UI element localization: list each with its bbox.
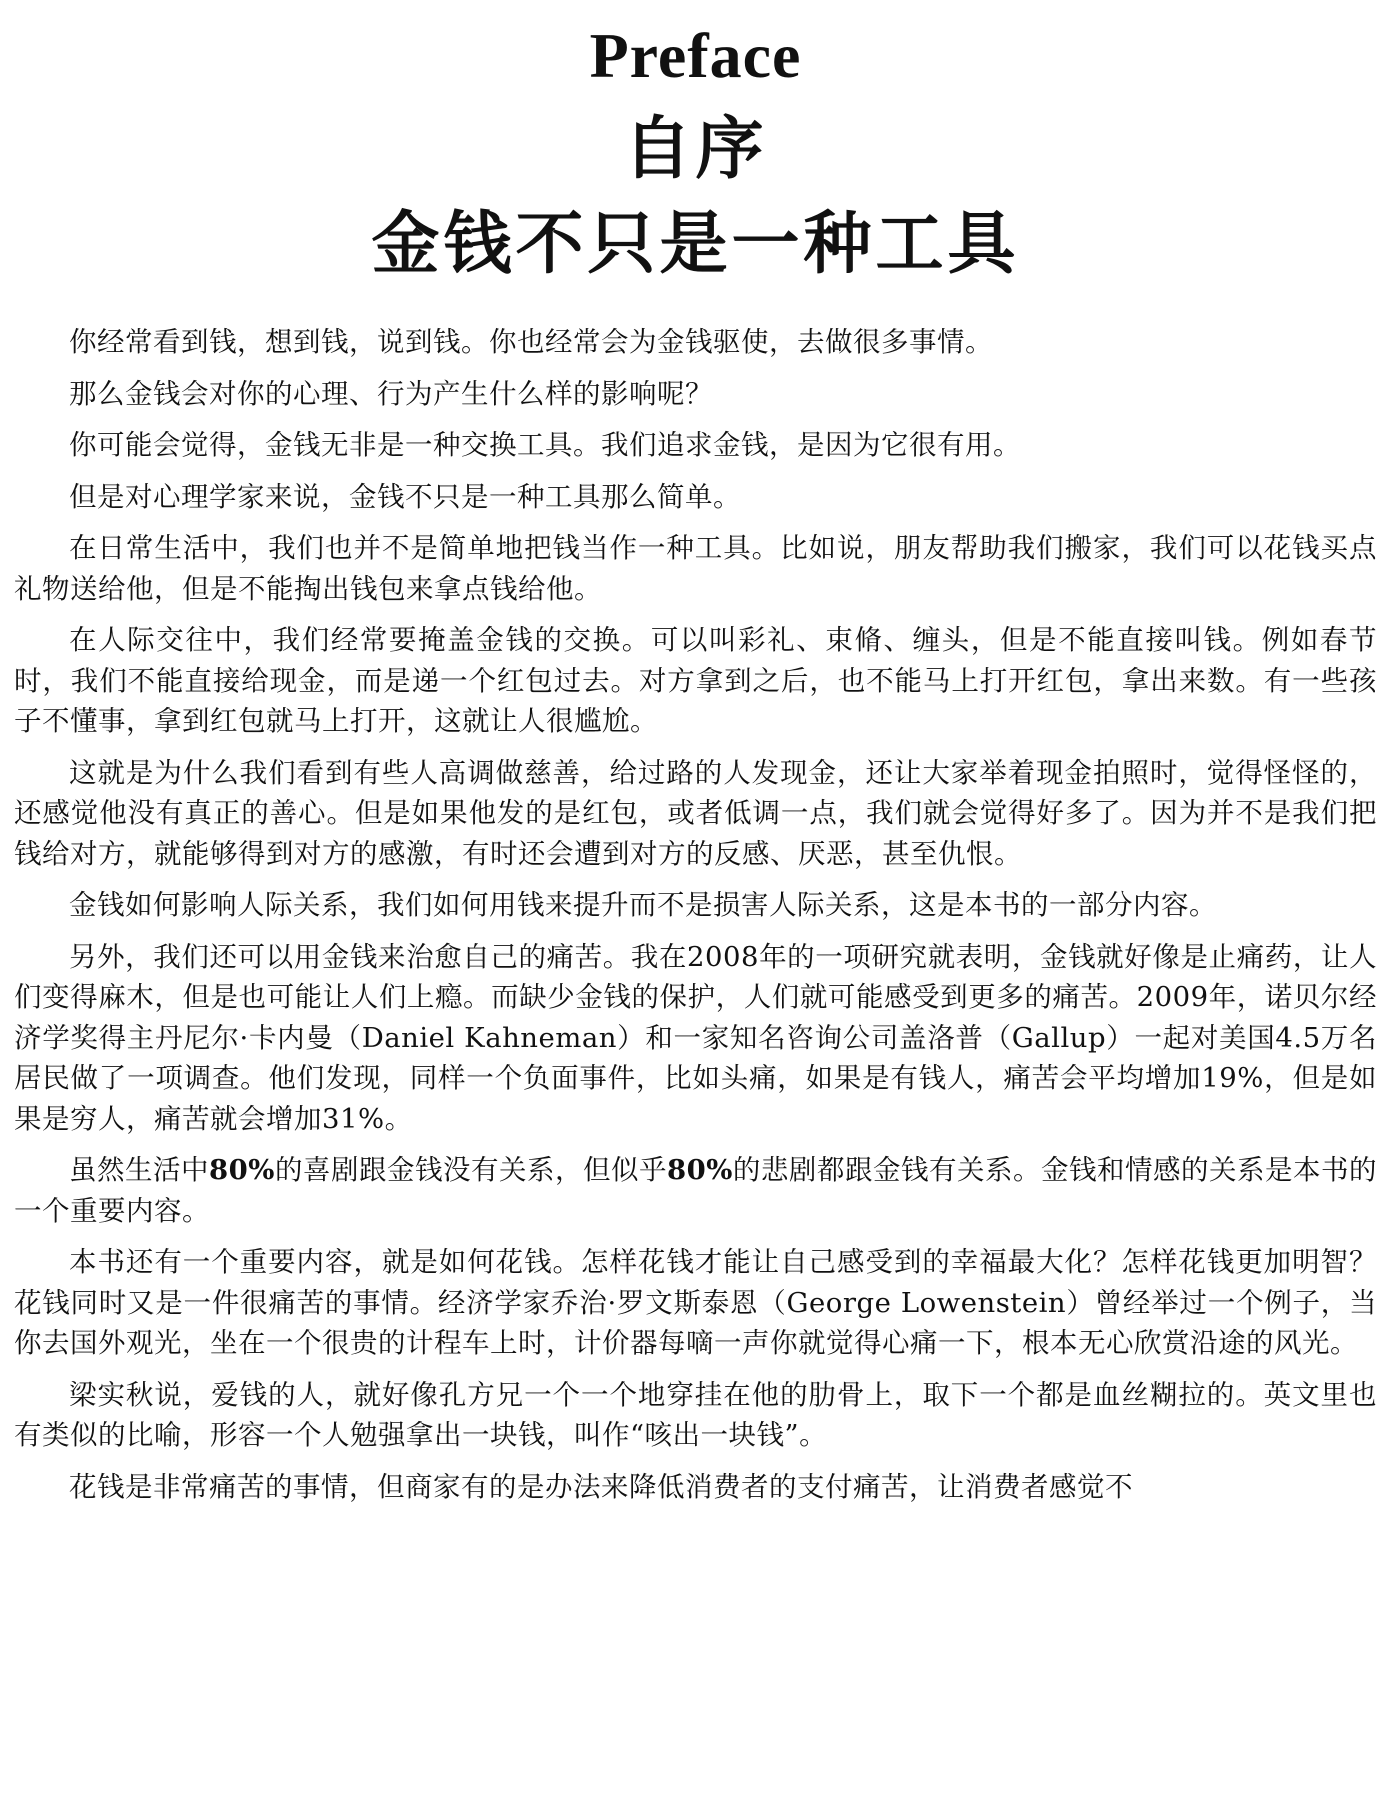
title-english: Preface <box>589 20 802 91</box>
paragraph-text: 但是对心理学家来说，金钱不只是一种工具那么简单。 <box>69 480 741 513</box>
paragraph-text: 的喜剧跟金钱没有关系，但似乎 <box>274 1154 668 1186</box>
paragraph-text: 这就是为什么我们看到有些人高调做慈善，给过路的人发现金，还让大家举着现金拍照时，觉得怪怪的，还感觉他没有真正的善心。但是如果他发的是红包，或者低调一点，我们就会觉得好多了。因为并不是我们把钱给对方，就能够得到对方的感激，有时还会遭到对方的反感、厌恶，甚至仇恨。 <box>14 756 1377 870</box>
paragraph-text: 的悲剧都跟金钱有关系。金钱和情感的关系是本书的一个重要内容。 <box>14 1154 1378 1227</box>
paragraph <box>14 1467 1377 1508</box>
paragraph-text: 本书还有一个重要内容，就是如何花钱。怎样花钱才能让自己感受到的幸福最大化？怎样花钱更加明智？花钱同时又是一件很痛苦的事情。经济学家乔治·罗文斯泰恩（George Lowenstein）曾经举过一个例子，当你去国外观光，坐在一个很贵的计程车上时，计价器每嘀一声你就觉得心痛一下，根本无心欣赏沿途的风光。 <box>14 1246 1377 1359</box>
paragraph <box>14 937 1377 1140</box>
paragraph-text: 花钱是非常痛苦的事情，但商家有的是办法来降低消费者的支付痛苦，让消费者感觉不 <box>69 1470 1133 1503</box>
paragraph <box>14 753 1377 875</box>
paragraph-text: 另外，我们还可以用金钱来治愈自己的痛苦。我在2008年的一项研究就表明，金钱就好像是止痛药，让人们变得麻木，但是也可能让人们上瘾。而缺少金钱的保护，人们就可能感受到更多的痛苦。2009年，诺贝尔经济学奖得主丹尼尔·卡内曼（Daniel Kahneman）和一家知名咨询公司盖洛普（Gallup）一起对美国4.5万名居民做了一项调查。他们发现，同样一个负面事件，比如头痛，如果是有钱人，痛苦会平均增加19%，但是如果是穷人，痛苦就会增加31%。 <box>14 940 1377 1135</box>
paragraph-text: 你可能会觉得，金钱无非是一种交换工具。我们追求金钱，是因为它很有用。 <box>69 429 1021 461</box>
paragraph <box>14 528 1377 609</box>
bold-text: 80% <box>209 1154 275 1186</box>
paragraph-text: 金钱如何影响人际关系，我们如何用钱来提升而不是损害人际关系，这是本书的一部分内容。 <box>69 889 1217 921</box>
paragraph <box>14 1150 1377 1231</box>
paragraph <box>14 322 1377 363</box>
paragraph <box>14 374 1377 415</box>
paragraph-text: 虽然生活中 <box>69 1154 210 1186</box>
body-text <box>14 322 1377 1507</box>
paragraph <box>14 425 1377 466</box>
subtitle: 金钱不只是一种工具 <box>371 205 1020 284</box>
paragraph-text: 梁实秋说，爱钱的人，就好像孔方兄一个一个地穿挂在他的肋骨上，取下一个都是血丝糊拉的。英文里也有类似的比喻，形容一个人勉强拿出一块钱，叫作“咳出一块钱”。 <box>14 1378 1377 1451</box>
paragraph-text: 在人际交往中，我们经常要掩盖金钱的交换。可以叫彩礼、束脩、缠头，但是不能直接叫钱。例如春节时，我们不能直接给现金，而是递一个红包过去。对方拿到之后，也不能马上打开红包，拿出来数。有一些孩子不懂事，拿到红包就马上打开，这就让人很尴尬。 <box>14 624 1377 737</box>
paragraph-text: 在日常生活中，我们也并不是简单地把钱当作一种工具。比如说，朋友帮助我们搬家，我们可以花钱买点礼物送给他，但是不能掏出钱包来拿点钱给他。 <box>14 532 1377 605</box>
paragraph-text: 那么金钱会对你的心理、行为产生什么样的影响呢？ <box>69 377 713 410</box>
paragraph <box>14 620 1377 742</box>
paragraph <box>14 477 1377 518</box>
paragraph <box>14 885 1377 926</box>
bold-text: 80% <box>667 1154 733 1186</box>
paragraph <box>14 1375 1377 1456</box>
paragraph <box>14 1242 1377 1364</box>
paragraph-text: 你经常看到钱，想到钱，说到钱。你也经常会为金钱驱使，去做很多事情。 <box>69 326 993 358</box>
title-chinese: 自序 <box>623 110 768 189</box>
